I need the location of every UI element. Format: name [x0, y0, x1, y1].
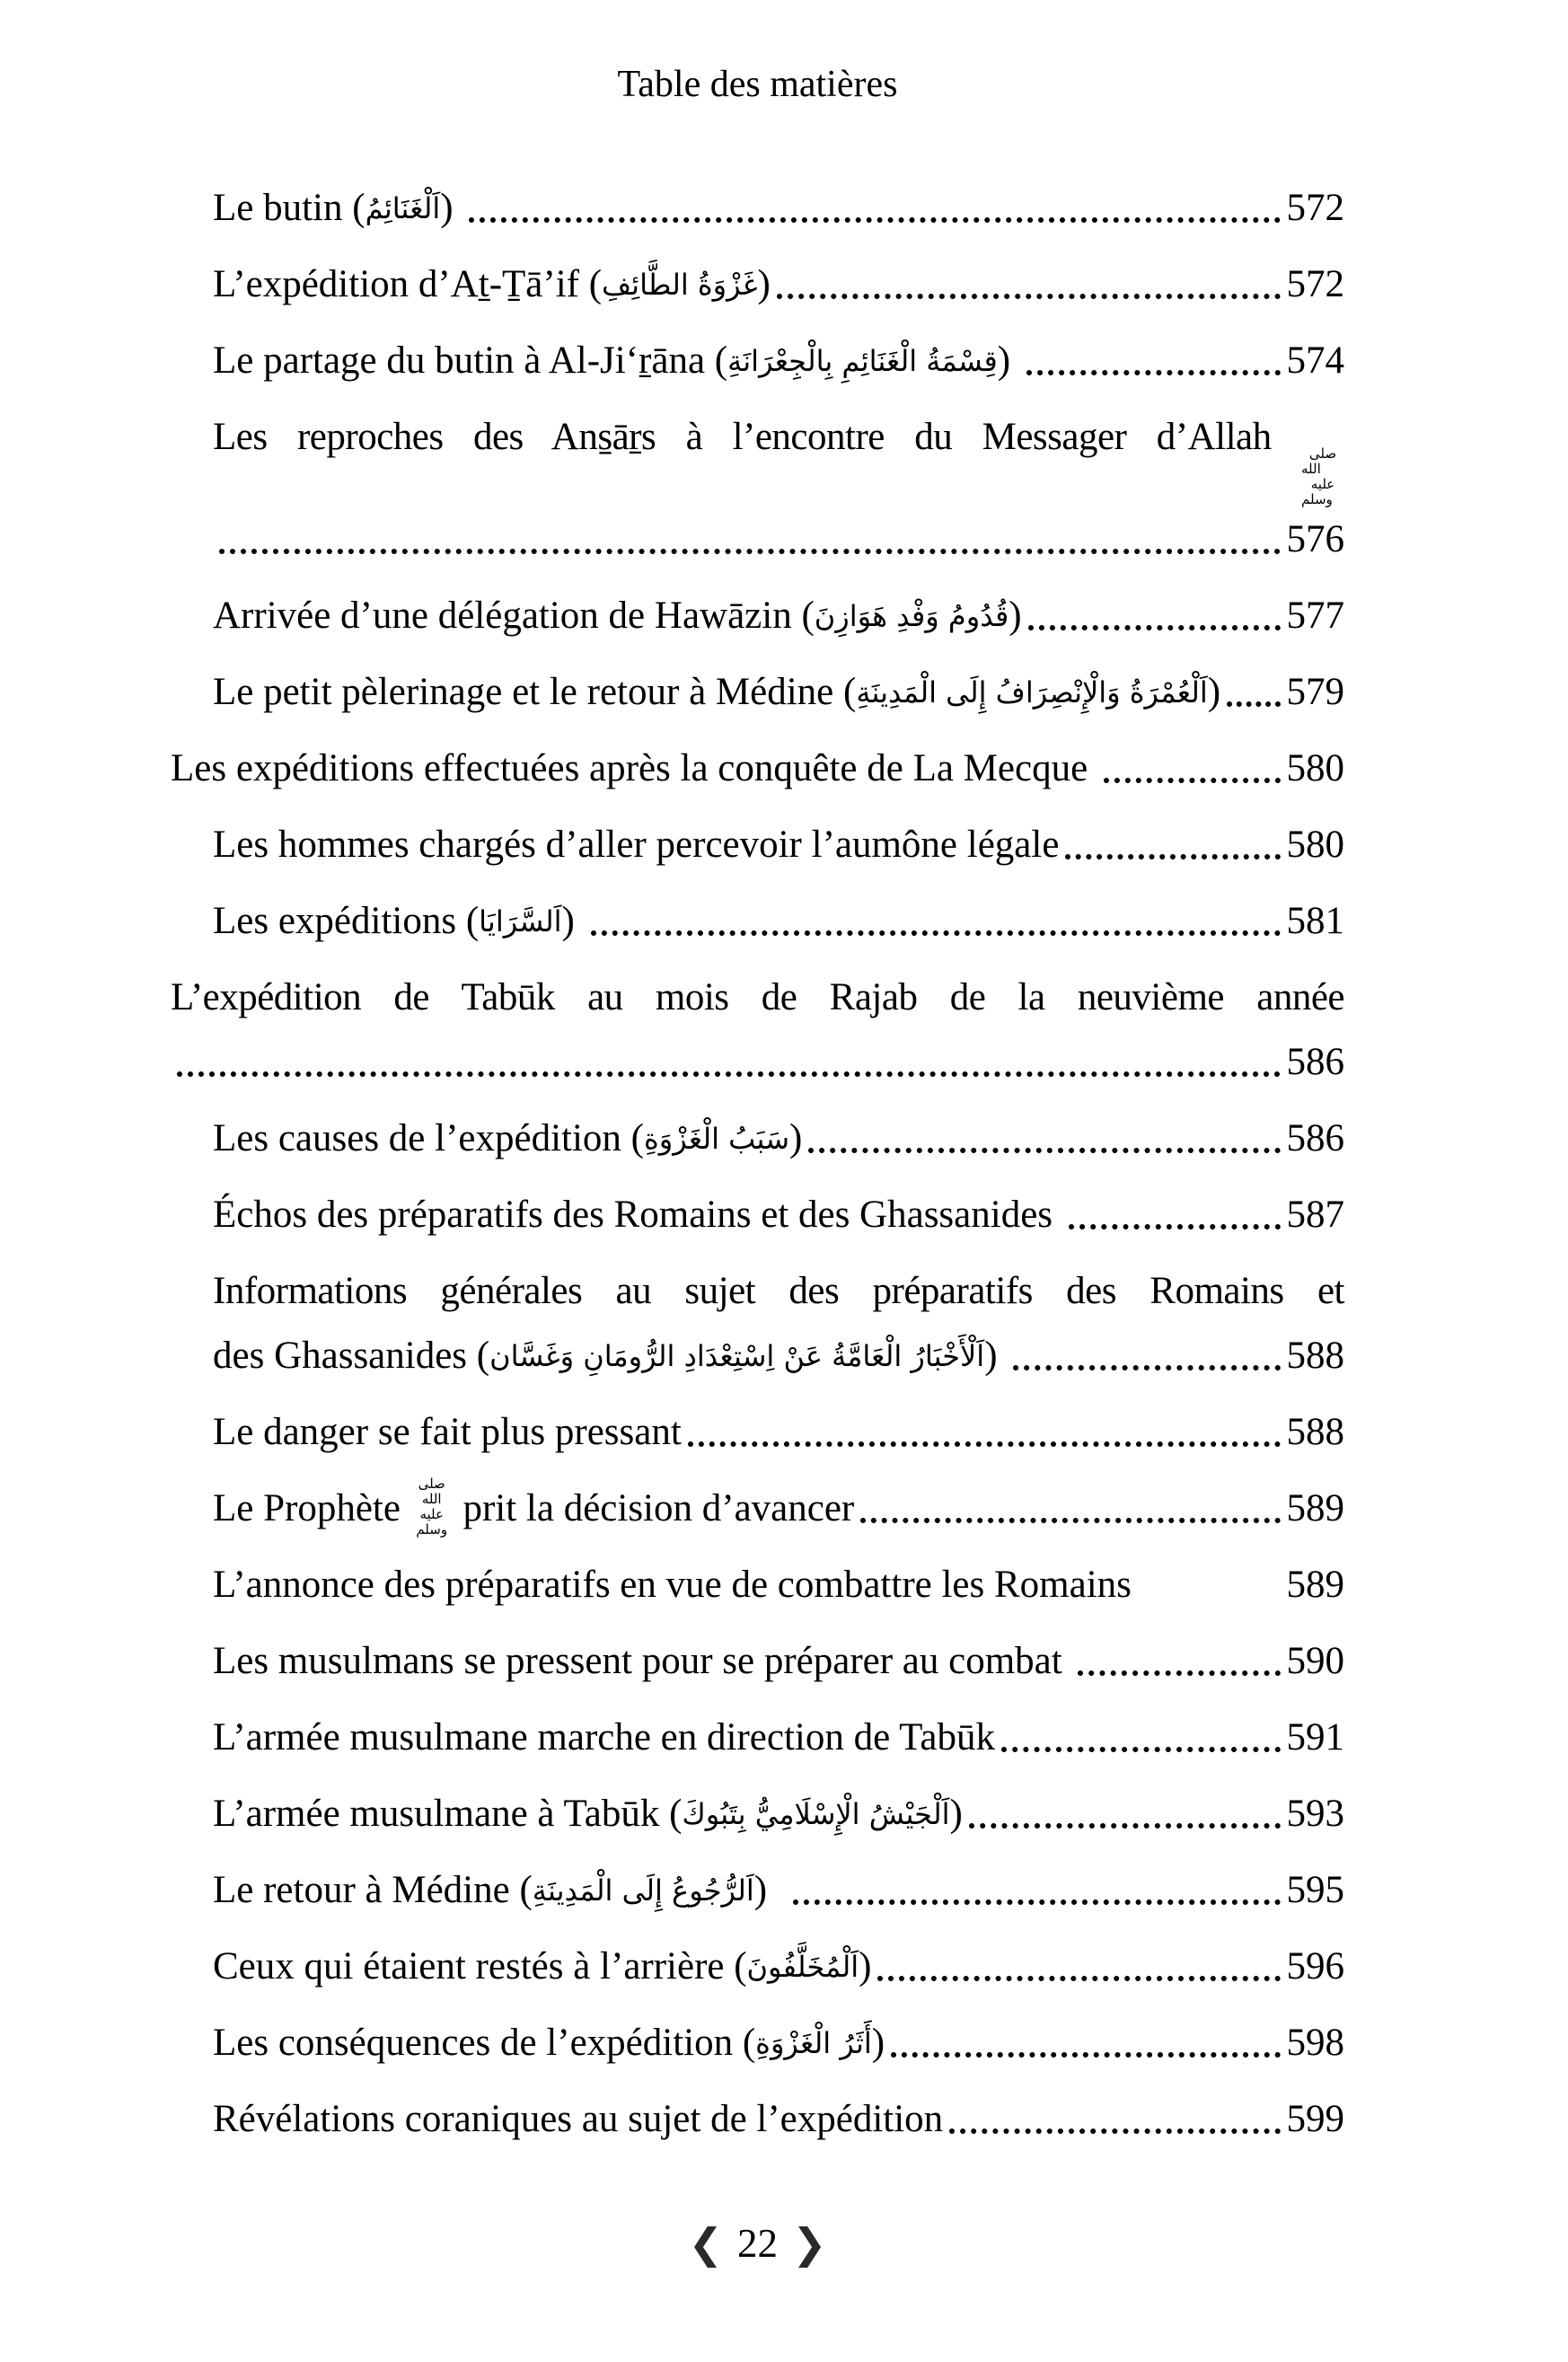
page-footer [171, 2215, 1344, 2272]
entry-arabic: اَلْمُخَلَّفُونَ [746, 1950, 859, 1984]
toc-entry [171, 329, 1344, 393]
page-ref: 580 [1286, 824, 1344, 866]
toc-entry [171, 1183, 1344, 1247]
dot-leader [1007, 1324, 1286, 1388]
page-ref: 599 [1286, 2098, 1344, 2140]
entry-label: Les expéditions effectuées après la conquête de La Mecque [171, 747, 1097, 789]
page-ref: 590 [1286, 1640, 1344, 1682]
toc-entry [171, 1629, 1344, 1694]
toc-entry [171, 2011, 1344, 2076]
page-ref: 586 [1286, 1117, 1344, 1159]
page-ref: 596 [1286, 1945, 1344, 1987]
ornament-left-icon: ❮ [688, 2219, 723, 2268]
toc-entry [171, 889, 1344, 954]
entry-arabic: اَلرُّجُوعُ إِلَى الْمَدِينَةِ [532, 1873, 754, 1908]
entry-label: L’annonce des préparatifs en vue de combattre les Romains [213, 1564, 1132, 1606]
entry-arabic: اَلْأَخْبَارُ الْعَامَّةُ عَنْ اِسْتِعْدَادِ الرُّومَانِ وَغَسَّان [489, 1339, 985, 1373]
entry-arabic: قُدُومُ وَفْدِ هَوَازِنَ [814, 599, 1009, 633]
entry-arabic: غَزْوَةُ الطَّائِفِ [602, 268, 758, 302]
entry-label: Le retour à Médine ( [213, 1869, 533, 1911]
entry-label: ) [949, 1793, 963, 1835]
entry-label: ) [440, 187, 463, 229]
sallallahu-alayhi-wasallam-symbol [410, 1476, 454, 1541]
entry-label: ) [1207, 671, 1221, 713]
dot-leader [854, 1476, 1286, 1541]
dot-leader [585, 889, 1287, 954]
entry-arabic: سَبَبُ الْغَزْوَةِ [644, 1122, 790, 1156]
entry-label: ) [753, 1869, 787, 1911]
toc-entry [171, 584, 1344, 648]
page-ref: 589 [1286, 1487, 1344, 1529]
toc-entry [171, 965, 1344, 1095]
toc-entry [171, 252, 1344, 317]
entry-label: Révélations coraniques au sujet de l’expédition [213, 2098, 944, 2140]
page-ref: 580 [1286, 747, 1344, 789]
page-ref: 574 [1286, 339, 1344, 382]
entry-label: ) [859, 1945, 872, 1987]
toc-entry [171, 1259, 1344, 1388]
ornament-right-icon: ❯ [792, 2219, 827, 2268]
dot-leader [995, 1705, 1286, 1770]
dot-leader [787, 1858, 1287, 1923]
toc-entry [171, 660, 1344, 725]
entry-label: prit la décision d’avancer [453, 1487, 855, 1529]
toc-entry [171, 736, 1344, 801]
entry-label: L’armée musulmane à Tabūk ( [213, 1793, 683, 1835]
dot-leader [1071, 1629, 1286, 1694]
page-ref: 572 [1286, 187, 1344, 229]
entry-label: Arrivée d’une délégation de Hawāzin ( [213, 595, 815, 637]
entry-label: Les hommes chargés d’aller percevoir l’aumône légale [213, 824, 1060, 866]
page-ref: 591 [1286, 1716, 1344, 1758]
dot-leader [682, 1400, 1287, 1465]
entry-label: Le butin ( [213, 187, 366, 229]
entry-label: Les musulmans se pressent pour se préparer au combat [213, 1640, 1072, 1682]
entry-label: ) [561, 900, 585, 942]
page-ref: 598 [1286, 2022, 1344, 2064]
dot-leader [802, 1106, 1286, 1171]
honorific-line: صلى الله [418, 1476, 445, 1507]
page-ref: 588 [1286, 1335, 1344, 1377]
dot-leader [963, 1782, 1287, 1846]
dot-leader [871, 1935, 1286, 1999]
page-ref: 593 [1286, 1793, 1344, 1835]
entry-arabic: اَلْعُمْرَةُ وَالْإِنْصِرَافُ إِلَى الْمَدِينَةِ [856, 675, 1208, 709]
dot-leader [1059, 813, 1286, 877]
dot-leader [1020, 329, 1287, 393]
entry-label: Échos des préparatifs des Romains et des Ghassanides [213, 1194, 1062, 1236]
entry-label: des Ghassanides ( [213, 1335, 490, 1377]
entry-arabic: اَلسَّرَايَا [479, 904, 562, 939]
sallallahu-alayhi-wasallam-symbol [1301, 446, 1344, 507]
dot-leader [1062, 1183, 1287, 1247]
dot-leader [943, 2087, 1286, 2152]
entry-label: L’expédition d’Aṯ-Ṯā’if ( [213, 263, 603, 305]
entry-label: ) [757, 263, 771, 305]
dot-leader [171, 1030, 1287, 1095]
toc-entry [171, 1858, 1344, 1923]
toc-entry [171, 2087, 1344, 2152]
entry-label: Le petit pèlerinage et le retour à Médine ( [213, 671, 857, 713]
honorific-line: صلى الله [1301, 445, 1337, 477]
page-ref: 579 [1286, 671, 1344, 713]
dot-leader [771, 252, 1287, 317]
entry-label: Le Prophète [213, 1487, 410, 1529]
toc-entry [171, 1935, 1344, 1999]
toc-entry [171, 1106, 1344, 1171]
entry-label: ) [997, 339, 1020, 382]
entry-label: Les expéditions ( [213, 900, 480, 942]
page-ref: 595 [1286, 1869, 1344, 1911]
entry-label: ) [984, 1335, 1008, 1377]
toc-entry [171, 1476, 1344, 1541]
entry-label: Le partage du butin à Al-Ji‘ṟāna ( [213, 339, 728, 382]
page-title: Table des matières [617, 64, 898, 105]
dot-leader [1132, 1553, 1287, 1617]
toc-entry [171, 405, 1344, 572]
toc-entry [171, 813, 1344, 877]
page-ref: 576 [1286, 518, 1344, 560]
entry-label: ) [871, 2022, 885, 2064]
page-ref: 587 [1286, 1194, 1344, 1236]
toc-entry [171, 1553, 1344, 1617]
folio-page-number: 22 [737, 2221, 778, 2266]
entry-label: Le danger se fait plus pressant [213, 1411, 682, 1453]
entry-label: L’armée musulmane marche en direction de Tabūk [213, 1716, 996, 1758]
entry-label: Ceux qui étaient restés à l’arrière ( [213, 1945, 747, 1987]
toc-page [0, 63, 1568, 2362]
dot-leader [885, 2011, 1286, 2076]
page-ref: 572 [1286, 263, 1344, 305]
toc-entry [171, 1782, 1344, 1846]
dot-leader [1220, 660, 1286, 725]
page-ref: 577 [1286, 595, 1344, 637]
dot-leader [462, 176, 1286, 241]
entry-label: ) [1009, 595, 1022, 637]
entry-label: Les reproches des Ans̱āṟs à l’encontre du Messager d’Allah [213, 416, 1301, 458]
page-ref: 589 [1286, 1564, 1344, 1606]
entry-label: L’expédition de Tabūk au mois de Rajab de la neuvième année [171, 976, 1344, 1018]
entry-label: Les causes de l’expédition ( [213, 1117, 644, 1159]
honorific-line: عليه وسلم [416, 1506, 448, 1538]
entry-arabic: اَلْغَنَائِمُ [365, 191, 441, 225]
toc-entry [171, 1400, 1344, 1465]
toc-entry [171, 176, 1344, 241]
dot-leader [1022, 584, 1287, 648]
entry-arabic: أَثَرُ الْغَزْوَةِ [755, 2026, 872, 2060]
entry-arabic: اَلْجَيْشُ الْإِسْلَامِيُّ بِتَبُوكَ [682, 1797, 950, 1831]
page-ref: 586 [1286, 1041, 1344, 1083]
page-ref: 588 [1286, 1411, 1344, 1453]
dot-leader [1097, 736, 1287, 801]
honorific-line: عليه وسلم [1301, 476, 1335, 507]
entry-label: Les conséquences de l’expédition ( [213, 2022, 756, 2064]
toc-list [171, 176, 1344, 2152]
page-ref: 581 [1286, 900, 1344, 942]
entry-label: Informations générales au sujet des préparatifs des Romains et [213, 1270, 1344, 1312]
entry-arabic: قِسْمَةُ الْغَنَائِمِ بِالْجِعْرَانَةِ [727, 344, 998, 378]
dot-leader [213, 507, 1287, 572]
entry-label: ) [789, 1117, 803, 1159]
toc-entry [171, 1705, 1344, 1770]
